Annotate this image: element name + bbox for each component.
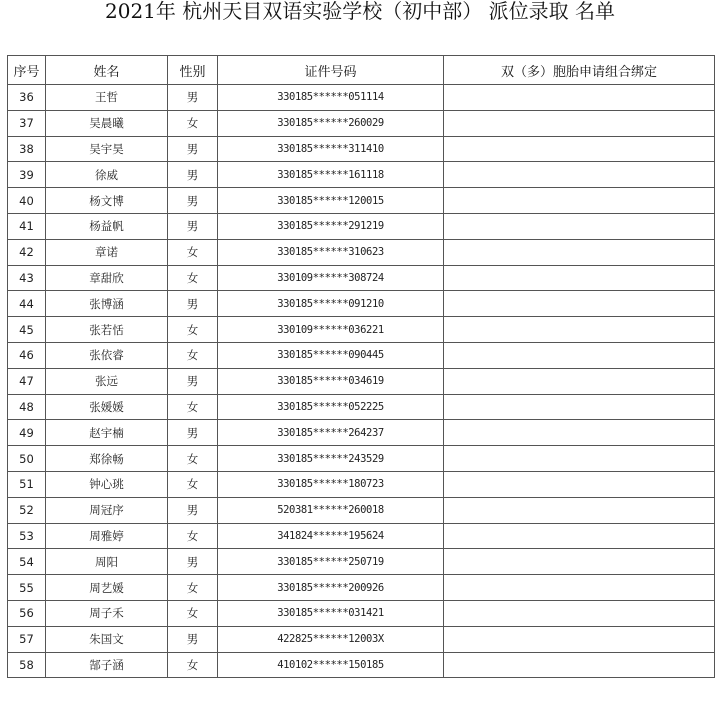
row-twin-cell	[444, 471, 715, 497]
table-row	[8, 523, 715, 549]
row-name-cell: 张博涵	[46, 291, 168, 317]
row-gender-cell: 女	[168, 575, 218, 601]
row-twin-cell	[444, 188, 715, 214]
table-row	[8, 471, 715, 497]
row-twin-cell	[444, 136, 715, 162]
row-number-cell: 58	[8, 652, 46, 678]
row-name-cell: 徐威	[46, 162, 168, 188]
row-id-cell: 330185******310623	[218, 239, 444, 265]
row-name-cell: 郜子涵	[46, 652, 168, 678]
row-gender-cell: 男	[168, 420, 218, 446]
row-id-cell: 410102******150185	[218, 652, 444, 678]
row-number-cell: 36	[8, 85, 46, 111]
row-id-cell: 330185******090445	[218, 342, 444, 368]
row-twin-cell	[444, 446, 715, 472]
row-gender-cell: 女	[168, 600, 218, 626]
page-title: 2021年 杭州天目双语实验学校（初中部） 派位录取 名单	[105, 0, 615, 23]
row-number-cell: 40	[8, 188, 46, 214]
row-twin-cell	[444, 265, 715, 291]
row-gender-cell: 女	[168, 342, 218, 368]
header-gender: 性别	[168, 56, 218, 85]
row-id-cell: 330185******291219	[218, 213, 444, 239]
row-id-cell: 330109******036221	[218, 317, 444, 343]
row-twin-cell	[444, 652, 715, 678]
row-number-cell: 55	[8, 575, 46, 601]
table-row	[8, 136, 715, 162]
row-name-cell: 周雅婷	[46, 523, 168, 549]
table-row	[8, 497, 715, 523]
table-row	[8, 446, 715, 472]
row-id-cell: 330185******180723	[218, 471, 444, 497]
row-name-cell: 赵宇楠	[46, 420, 168, 446]
row-twin-cell	[444, 368, 715, 394]
row-twin-cell	[444, 110, 715, 136]
row-id-cell: 422825******12003X	[218, 626, 444, 652]
row-gender-cell: 男	[168, 162, 218, 188]
header-name: 姓名	[46, 56, 168, 85]
row-name-cell: 章诺	[46, 239, 168, 265]
table-header-row	[8, 56, 715, 85]
row-twin-cell	[444, 523, 715, 549]
table-row	[8, 110, 715, 136]
row-twin-cell	[444, 575, 715, 601]
row-twin-cell	[444, 394, 715, 420]
row-twin-cell	[444, 549, 715, 575]
table-row	[8, 626, 715, 652]
row-gender-cell: 男	[168, 213, 218, 239]
row-number-cell: 42	[8, 239, 46, 265]
row-name-cell: 郑徐畅	[46, 446, 168, 472]
row-twin-cell	[444, 420, 715, 446]
table-row	[8, 549, 715, 575]
row-id-cell: 330185******260029	[218, 110, 444, 136]
row-name-cell: 杨文博	[46, 188, 168, 214]
row-gender-cell: 男	[168, 188, 218, 214]
table-row	[8, 239, 715, 265]
row-name-cell: 张远	[46, 368, 168, 394]
row-id-cell: 330185******200926	[218, 575, 444, 601]
row-gender-cell: 女	[168, 471, 218, 497]
table-row	[8, 162, 715, 188]
row-number-cell: 51	[8, 471, 46, 497]
table-row	[8, 652, 715, 678]
row-twin-cell	[444, 600, 715, 626]
row-gender-cell: 男	[168, 136, 218, 162]
table-row	[8, 600, 715, 626]
header-twin-binding: 双（多）胞胎申请组合绑定	[444, 56, 715, 85]
row-twin-cell	[444, 342, 715, 368]
row-gender-cell: 女	[168, 652, 218, 678]
row-name-cell: 张依睿	[46, 342, 168, 368]
table-row	[8, 368, 715, 394]
row-name-cell: 张若恬	[46, 317, 168, 343]
row-number-cell: 45	[8, 317, 46, 343]
row-number-cell: 54	[8, 549, 46, 575]
table-row	[8, 342, 715, 368]
row-number-cell: 49	[8, 420, 46, 446]
row-number-cell: 41	[8, 213, 46, 239]
row-twin-cell	[444, 497, 715, 523]
row-name-cell: 章甜欣	[46, 265, 168, 291]
row-twin-cell	[444, 317, 715, 343]
row-name-cell: 周艺媛	[46, 575, 168, 601]
row-gender-cell: 女	[168, 523, 218, 549]
row-gender-cell: 女	[168, 265, 218, 291]
row-number-cell: 46	[8, 342, 46, 368]
row-twin-cell	[444, 85, 715, 111]
row-name-cell: 钟心珧	[46, 471, 168, 497]
row-name-cell: 周阳	[46, 549, 168, 575]
row-id-cell: 341824******195624	[218, 523, 444, 549]
row-name-cell: 吴晨曦	[46, 110, 168, 136]
row-id-cell: 330185******051114	[218, 85, 444, 111]
table-row	[8, 213, 715, 239]
row-name-cell: 周子禾	[46, 600, 168, 626]
table-row	[8, 188, 715, 214]
row-name-cell: 王哲	[46, 85, 168, 111]
row-gender-cell: 女	[168, 239, 218, 265]
row-gender-cell: 女	[168, 446, 218, 472]
row-number-cell: 53	[8, 523, 46, 549]
row-gender-cell: 男	[168, 549, 218, 575]
row-gender-cell: 男	[168, 291, 218, 317]
row-gender-cell: 男	[168, 626, 218, 652]
row-gender-cell: 女	[168, 394, 218, 420]
row-id-cell: 330185******311410	[218, 136, 444, 162]
row-name-cell: 杨益帆	[46, 213, 168, 239]
row-id-cell: 330185******091210	[218, 291, 444, 317]
row-number-cell: 48	[8, 394, 46, 420]
row-id-cell: 330185******161118	[218, 162, 444, 188]
table-row	[8, 575, 715, 601]
row-number-cell: 47	[8, 368, 46, 394]
header-number: 序号	[8, 56, 46, 85]
admission-table	[7, 55, 715, 678]
row-number-cell: 52	[8, 497, 46, 523]
row-twin-cell	[444, 239, 715, 265]
row-number-cell: 39	[8, 162, 46, 188]
row-id-cell: 330185******052225	[218, 394, 444, 420]
row-id-cell: 330185******250719	[218, 549, 444, 575]
row-number-cell: 43	[8, 265, 46, 291]
table-body	[8, 85, 715, 678]
table-row	[8, 420, 715, 446]
header-id-number: 证件号码	[218, 56, 444, 85]
row-id-cell: 330185******264237	[218, 420, 444, 446]
row-id-cell: 330109******308724	[218, 265, 444, 291]
row-id-cell: 520381******260018	[218, 497, 444, 523]
row-gender-cell: 男	[168, 497, 218, 523]
row-number-cell: 50	[8, 446, 46, 472]
row-number-cell: 37	[8, 110, 46, 136]
row-number-cell: 56	[8, 600, 46, 626]
row-gender-cell: 女	[168, 110, 218, 136]
row-name-cell: 张媛媛	[46, 394, 168, 420]
row-id-cell: 330185******243529	[218, 446, 444, 472]
row-number-cell: 57	[8, 626, 46, 652]
row-gender-cell: 女	[168, 317, 218, 343]
row-id-cell: 330185******034619	[218, 368, 444, 394]
row-id-cell: 330185******120015	[218, 188, 444, 214]
row-twin-cell	[444, 626, 715, 652]
row-twin-cell	[444, 291, 715, 317]
row-twin-cell	[444, 162, 715, 188]
table-row	[8, 85, 715, 111]
row-number-cell: 38	[8, 136, 46, 162]
row-name-cell: 周冠序	[46, 497, 168, 523]
row-id-cell: 330185******031421	[218, 600, 444, 626]
row-number-cell: 44	[8, 291, 46, 317]
table-row	[8, 291, 715, 317]
row-name-cell: 吴宇昊	[46, 136, 168, 162]
table-row	[8, 265, 715, 291]
row-gender-cell: 男	[168, 85, 218, 111]
row-twin-cell	[444, 213, 715, 239]
row-name-cell: 朱国文	[46, 626, 168, 652]
table-row	[8, 394, 715, 420]
row-gender-cell: 男	[168, 368, 218, 394]
table-row	[8, 317, 715, 343]
